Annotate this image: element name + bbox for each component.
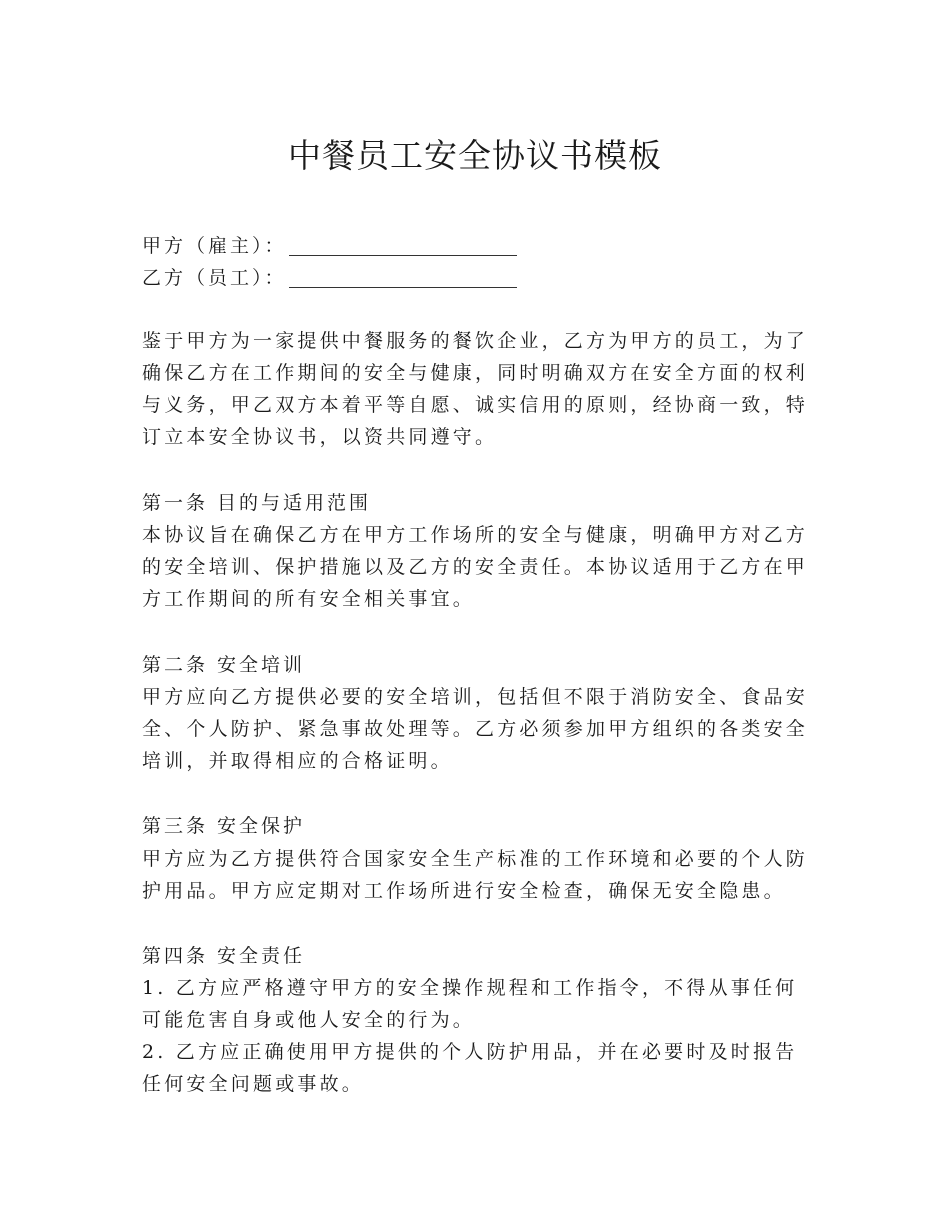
article-1-heading: 第一条 目的与适用范围 xyxy=(142,492,372,514)
party-a-label: 甲方（雇主）： xyxy=(142,235,287,257)
article-4-item-2: 2. 乙方应正确使用甲方提供的个人防护用品，并在必要时及时报告任何安全问题或事故。 xyxy=(142,1041,798,1095)
party-b-blank[interactable] xyxy=(289,265,517,288)
article-1-paragraph: 本协议旨在确保乙方在甲方工作场所的安全与健康，明确甲方对乙方的安全培训、保护措施以及乙方的安全责任。本协议适用于乙方在甲方工作期间的所有安全相关事宜。 xyxy=(142,524,809,610)
party-a-line xyxy=(142,230,517,262)
article-3-body xyxy=(142,843,810,907)
article-4-heading: 第四条 安全责任 xyxy=(142,945,306,967)
party-b-line xyxy=(142,262,517,294)
article-4-body xyxy=(142,972,810,1100)
article-2-heading: 第二条 安全培训 xyxy=(142,654,306,676)
article-2-paragraph: 甲方应向乙方提供必要的安全培训，包括但不限于消防安全、食品安全、个人防护、紧急事故处理等。乙方必须参加甲方组织的各类安全培训，并取得相应的合格证明。 xyxy=(142,686,809,772)
article-3-paragraph: 甲方应为乙方提供符合国家安全生产标准的工作环境和必要的个人防护用品。甲方应定期对工作场所进行安全检查，确保无安全隐患。 xyxy=(142,848,809,902)
article-3-heading: 第三条 安全保护 xyxy=(142,815,306,837)
intro-paragraph: 鉴于甲方为一家提供中餐服务的餐饮企业，乙方为甲方的员工，为了确保乙方在工作期间的安全与健康，同时明确双方在安全方面的权利与义务，甲乙双方本着平等自愿、诚实信用的原则，经协商一致，特订立本安全协议书，以资共同遵守。 xyxy=(142,330,809,448)
party-a-blank[interactable] xyxy=(289,233,517,256)
article-1-body xyxy=(142,519,810,615)
article-2-body xyxy=(142,681,810,777)
article-4-item-1: 1. 乙方应严格遵守甲方的安全操作规程和工作指令，不得从事任何可能危害自身或他人安全的行为。 xyxy=(142,977,798,1031)
party-b-label: 乙方（员工）： xyxy=(142,267,287,289)
document-title: 中餐员工安全协议书模板 xyxy=(288,136,662,175)
